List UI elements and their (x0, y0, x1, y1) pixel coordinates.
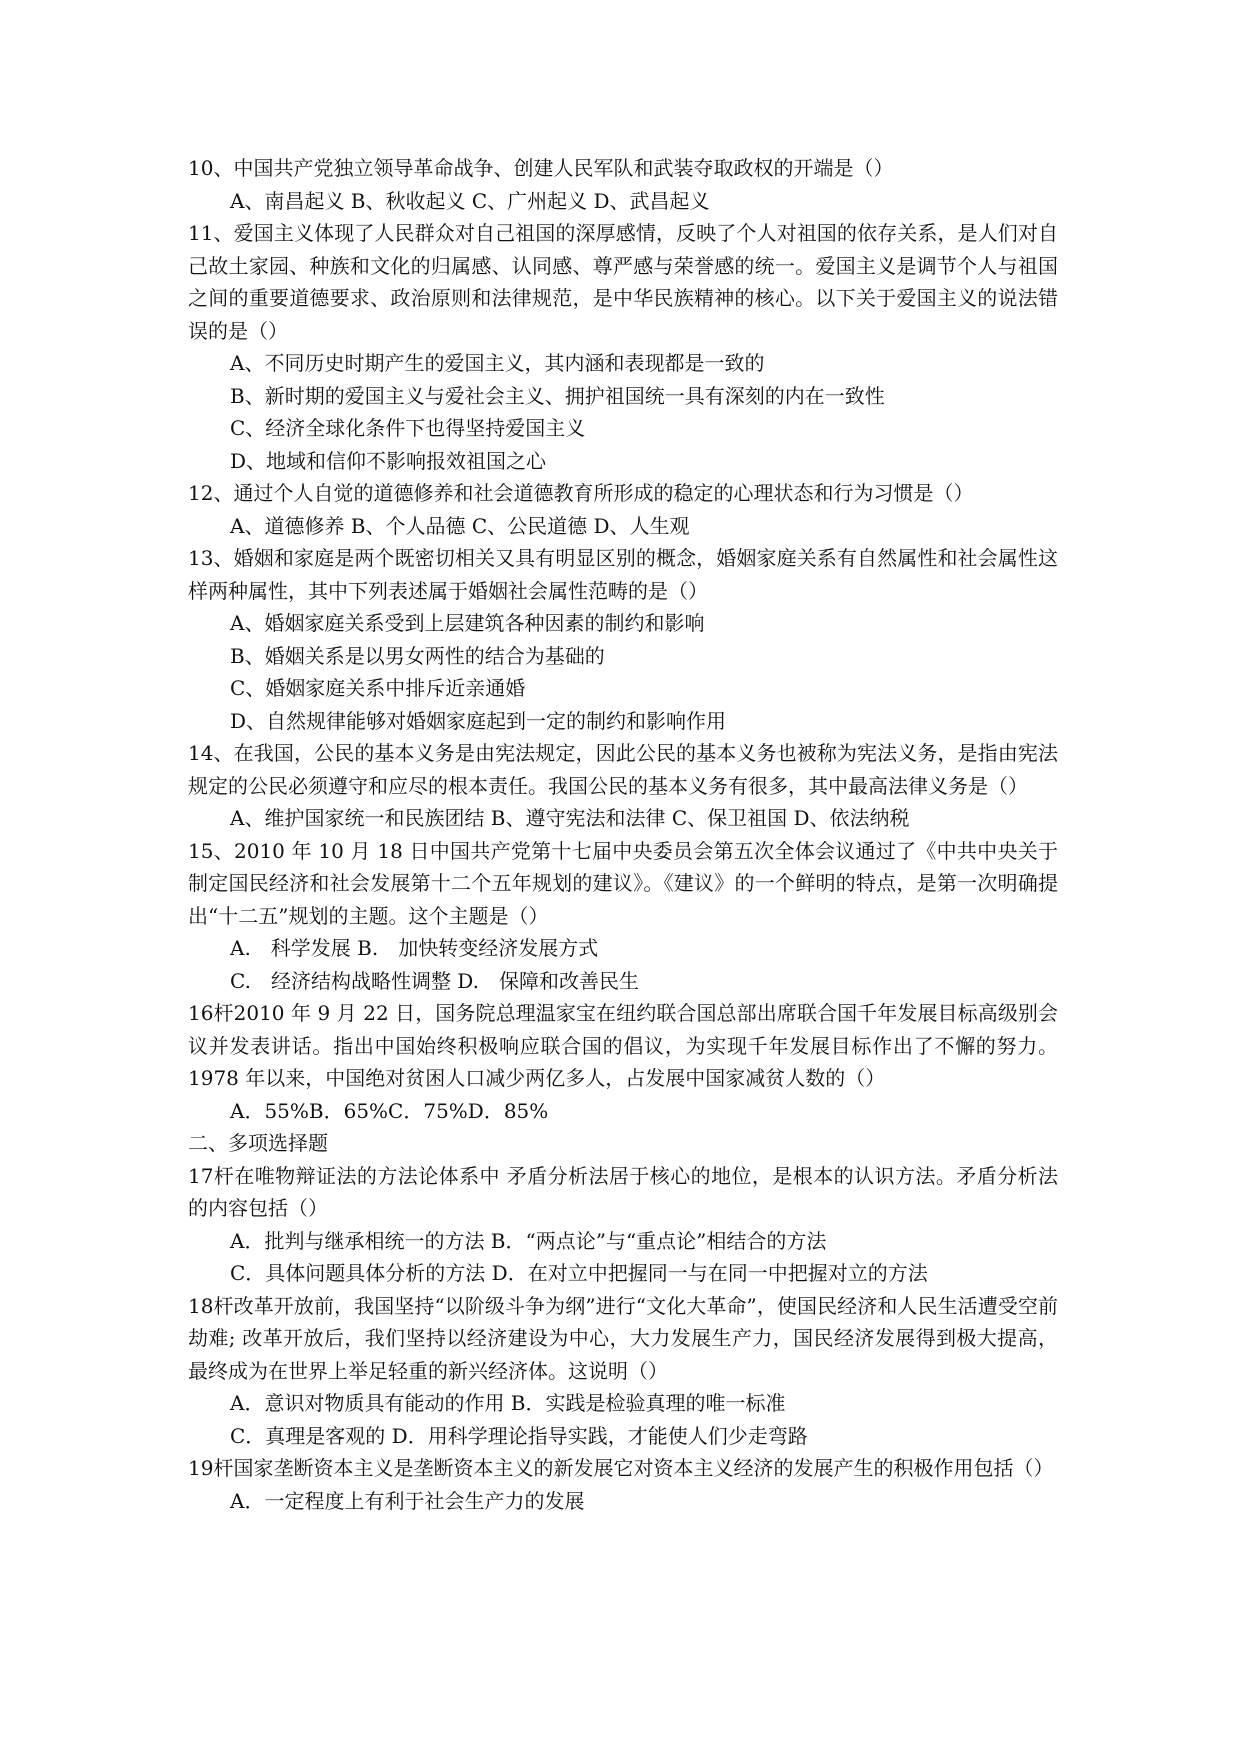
question-17-options-ab: A．批判与继承相统一的方法 B．“两点论”与“重点论”相结合的方法 (230, 1228, 827, 1253)
question-11-option-c: C、经济全球化条件下也得坚持爱国主义 (230, 416, 586, 440)
question-15-options-ab: A. 科学发展 B. 加快转变经济发展方式 (230, 936, 599, 960)
question-10: 10、中国共产党独立领导革命战争、创建人民军队和武装夺取政权的开端是（） (188, 156, 894, 180)
section-heading-multiple-choice: 二、多项选择题 (188, 1131, 328, 1155)
question-10-options: A、南昌起义 B、秋收起义 C、广州起义 D、武昌起义 (230, 188, 710, 213)
question-14: 14、在我国，公民的基本义务是由宪法规定，因此公民的基本义务也被称为宪法义务，是指由宪法规定的公民必须遵守和应尽的根本责任。我国公民的基本义务有很多，其中最高法律义务是（） (188, 741, 1058, 798)
question-13-option-b: B、婚姻关系是以男女两性的结合为基础的 (230, 643, 605, 668)
question-16-options: A．55%B．65%C．75%D．85% (230, 1098, 549, 1123)
document-body (188, 152, 1058, 1517)
question-18-options-cd: C．真理是客观的 D．用科学理论指导实践，才能使人们少走弯路 (230, 1423, 808, 1448)
question-14-options: A、维护国家统一和民族团结 B、遵守宪法和法律 C、保卫祖国 D、依法纳税 (230, 806, 910, 830)
question-18-options-ab: A．意识对物质具有能动的作用 B．实践是检验真理的唯一标准 (230, 1391, 786, 1415)
question-15-options-cd: C. 经济结构战略性调整 D. 保障和改善民生 (230, 968, 639, 993)
question-19: 19杆国家垄断资本主义是垄断资本主义的新发展它对资本主义经济的发展产生的积极作用包括（） (188, 1456, 1054, 1480)
question-13-option-a: A、婚姻家庭关系受到上层建筑各种因素的制约和影响 (230, 611, 705, 635)
question-13-option-c: C、婚姻家庭关系中排斥近亲通婚 (230, 676, 526, 700)
question-13-option-d: D、自然规律能够对婚姻家庭起到一定的制约和影响作用 (230, 708, 727, 733)
question-17: 17杆在唯物辩证法的方法论体系中 矛盾分析法居于核心的地位，是根本的认识方法。矛盾分析法的内容包括（） (188, 1163, 1058, 1220)
question-15: 15、2010 年 10 月 18 日中国共产党第十七届中央委员会第五次全体会议通过了《中共中央关于制定国民经济和社会发展第十二个五年规划的建议》。《建议》的一个鲜明的特点，是第一次明确提出“十二五”规划的主题。这个主题是（） (188, 838, 1058, 928)
question-19-option-a: A．一定程度上有利于社会生产力的发展 (230, 1488, 585, 1513)
question-11-option-d: D、地域和信仰不影响报效祖国之心 (230, 448, 547, 473)
question-11-option-b: B、新时期的爱国主义与爱社会主义、拥护祖国统一具有深刻的内在一致性 (230, 383, 885, 408)
question-16: 16杆2010 年 9 月 22 日，国务院总理温家宝在纽约联合国总部出席联合国千年发展目标高级别会议并发表讲话。指出中国始终积极响应联合国的倡议，为实现千年发展目标作出了不懈的努力。1978 年以来，中国绝对贫困人口减少两亿多人，占发展中国家减贫人数的（） (188, 1001, 1058, 1090)
question-17-options-cd: C．具体问题具体分析的方法 D．在对立中把握同一与在同一中把握对立的方法 (230, 1261, 928, 1285)
question-18: 18杆改革开放前，我国坚持“以阶级斗争为纲”进行“文化大革命”，使国民经济和人民生活遭受空前劫难; 改革开放后，我们坚持以经济建设为中心，大力发展生产力，国民经济发展得到极大提高，最终成为在世界上举足轻重的新兴经济体。这说明（） (188, 1293, 1058, 1383)
question-12: 12、通过个人自觉的道德修养和社会道德教育所形成的稳定的心理状态和行为习惯是（） (188, 481, 974, 505)
question-12-options: A、道德修养 B、个人品德 C、公民道德 D、人生观 (230, 513, 690, 538)
question-11-option-a: A、不同历史时期产生的爱国主义，其内涵和表现都是一致的 (230, 351, 765, 375)
question-13: 13、婚姻和家庭是两个既密切相关又具有明显区别的概念，婚姻家庭关系有自然属性和社会属性这样两种属性，其中下列表述属于婚姻社会属性范畴的是（） (188, 546, 1058, 603)
question-11: 11、爱国主义体现了人民群众对自己祖国的深厚感情，反映了个人对祖国的依存关系，是人们对自己故土家园、种族和文化的归属感、认同感、尊严感与荣誉感的统一。爱国主义是调节个人与祖国之间的重要道德要求、政治原则和法律规范，是中华民族精神的核心。以下关于爱国主义的说法错误的是（） (188, 221, 1058, 343)
